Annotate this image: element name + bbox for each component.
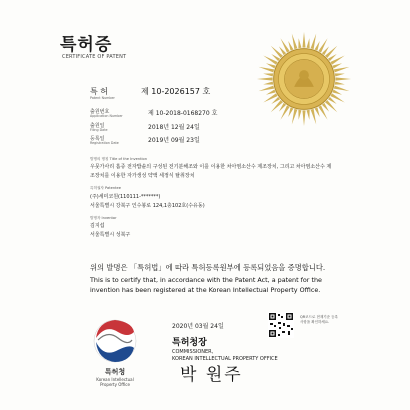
seal-ray <box>325 100 337 112</box>
seal-ray <box>311 109 317 125</box>
commissioner-title-ko: 특허청장 <box>172 338 207 348</box>
invention-title-label: 발명의 명칭 Title of the Invention <box>90 157 147 161</box>
seal-ray <box>334 86 350 92</box>
seal-ray <box>335 77 351 80</box>
patent-number-label-en: Patent Number <box>90 96 115 100</box>
registration-date-label: 등록일 <box>90 136 105 142</box>
seal-ray <box>315 107 320 117</box>
qr-note: QR코드로 현재기준 등록사항을 확인하세요. <box>300 315 338 324</box>
application-number-label-en: Application Number <box>90 114 123 118</box>
inventor-info <box>90 222 340 240</box>
filing-date-value: 2018년 12월 24일 <box>148 124 200 131</box>
seal-ray <box>307 110 310 120</box>
inventor-name: 김지섭 <box>90 223 105 229</box>
seal-ray <box>259 67 275 73</box>
issue-date: 2020년 03월 24일 <box>172 323 224 330</box>
patentee-info <box>90 193 340 211</box>
seal-ray <box>257 77 273 80</box>
commissioner-signature: 박 원주 <box>180 365 243 385</box>
filing-date-label-en: Filing Date <box>90 128 108 132</box>
seal-ray <box>288 41 293 51</box>
invention-title-line-1: 우뭇가사리 흡증 전자밥솥의 구성된 전기분해조와 이를 이용한 차아염소산수 제조장치, 그리고 차아염소산수 제 <box>90 164 332 170</box>
certificate-title: 특허증 <box>60 35 113 55</box>
registration-date-value: 2019년 09월 23일 <box>148 137 200 144</box>
patentee-address: 서울특별시 강북구 인수봉로 124,1층102호(수유동) <box>90 203 205 209</box>
certificate-subtitle: CERTIFICATE OF PATENT <box>62 54 127 60</box>
application-number-value: 제 10-2018-0168270 호 <box>148 110 218 117</box>
kipo-name-ko: 특허청 <box>104 368 126 376</box>
kipo-name-en <box>86 377 144 387</box>
seal-ray <box>266 63 276 68</box>
qr-code-icon <box>268 312 294 338</box>
kipo-name-en-line-1: Korean Intellectual <box>96 377 134 382</box>
seal-ray <box>334 67 350 73</box>
filing-date-label: 출원일 <box>90 123 105 129</box>
application-number-label: 출원번호 <box>90 109 110 115</box>
kipo-name-en-line-2: Property Office <box>100 382 130 387</box>
seal-ray <box>263 82 273 85</box>
certification-statement-en: This is to certify that, in accordance with the Patent Act, a patent for the invention has been registered at the Korean Intellectual Property Office. <box>90 276 322 294</box>
seal-ray <box>298 110 301 120</box>
seal-ray <box>266 90 276 95</box>
seal-ray <box>307 38 310 48</box>
seal-ray <box>332 63 342 68</box>
seal-ray <box>298 38 301 48</box>
inventor-label: 발명자 Inventor <box>90 216 117 220</box>
invention-title <box>90 163 340 181</box>
patent-number-value: 제 10-2026157 호 <box>141 87 211 96</box>
patent-number-label: 특 허 <box>90 87 108 96</box>
seal-ray <box>302 32 305 48</box>
seal-ray <box>325 46 337 58</box>
certification-statement-ko: 위의 발명은 「특허법」에 따라 특허등록원부에 등록되었음을 증명합니다. <box>90 263 326 272</box>
seal-ray <box>292 34 298 50</box>
seal-ray <box>315 41 320 51</box>
patentee-name: (주)세미코원(110111-*******) <box>90 194 161 200</box>
seal-ray <box>335 82 345 85</box>
seal-ray <box>302 110 305 126</box>
seal-ray <box>335 73 345 76</box>
seal-ray <box>332 90 342 95</box>
seal-ray <box>271 100 283 112</box>
seal-ray <box>263 73 273 76</box>
kipo-logo-icon <box>92 318 138 364</box>
seal-ray <box>271 46 283 58</box>
seal-ray <box>311 34 317 50</box>
invention-title-line-2: 조장치를 이용한 자가생성 약액 세정식 탈취장치 <box>90 173 195 179</box>
inventor-address: 서울특별시 성북구 <box>90 232 131 238</box>
commissioner-title-en-line-2: KOREAN INTELLECTUAL PROPERTY OFFICE <box>172 356 278 362</box>
seal-ray <box>288 107 293 117</box>
registration-date-label-en: Registration Date <box>90 141 119 145</box>
gold-seal-icon <box>255 30 353 128</box>
commissioner-title-en-line-1: COMMISSIONER, <box>172 349 214 355</box>
patentee-label: 특허권자 Patentee <box>90 186 121 190</box>
seal-ray <box>259 86 275 92</box>
seal-ray <box>292 109 298 125</box>
